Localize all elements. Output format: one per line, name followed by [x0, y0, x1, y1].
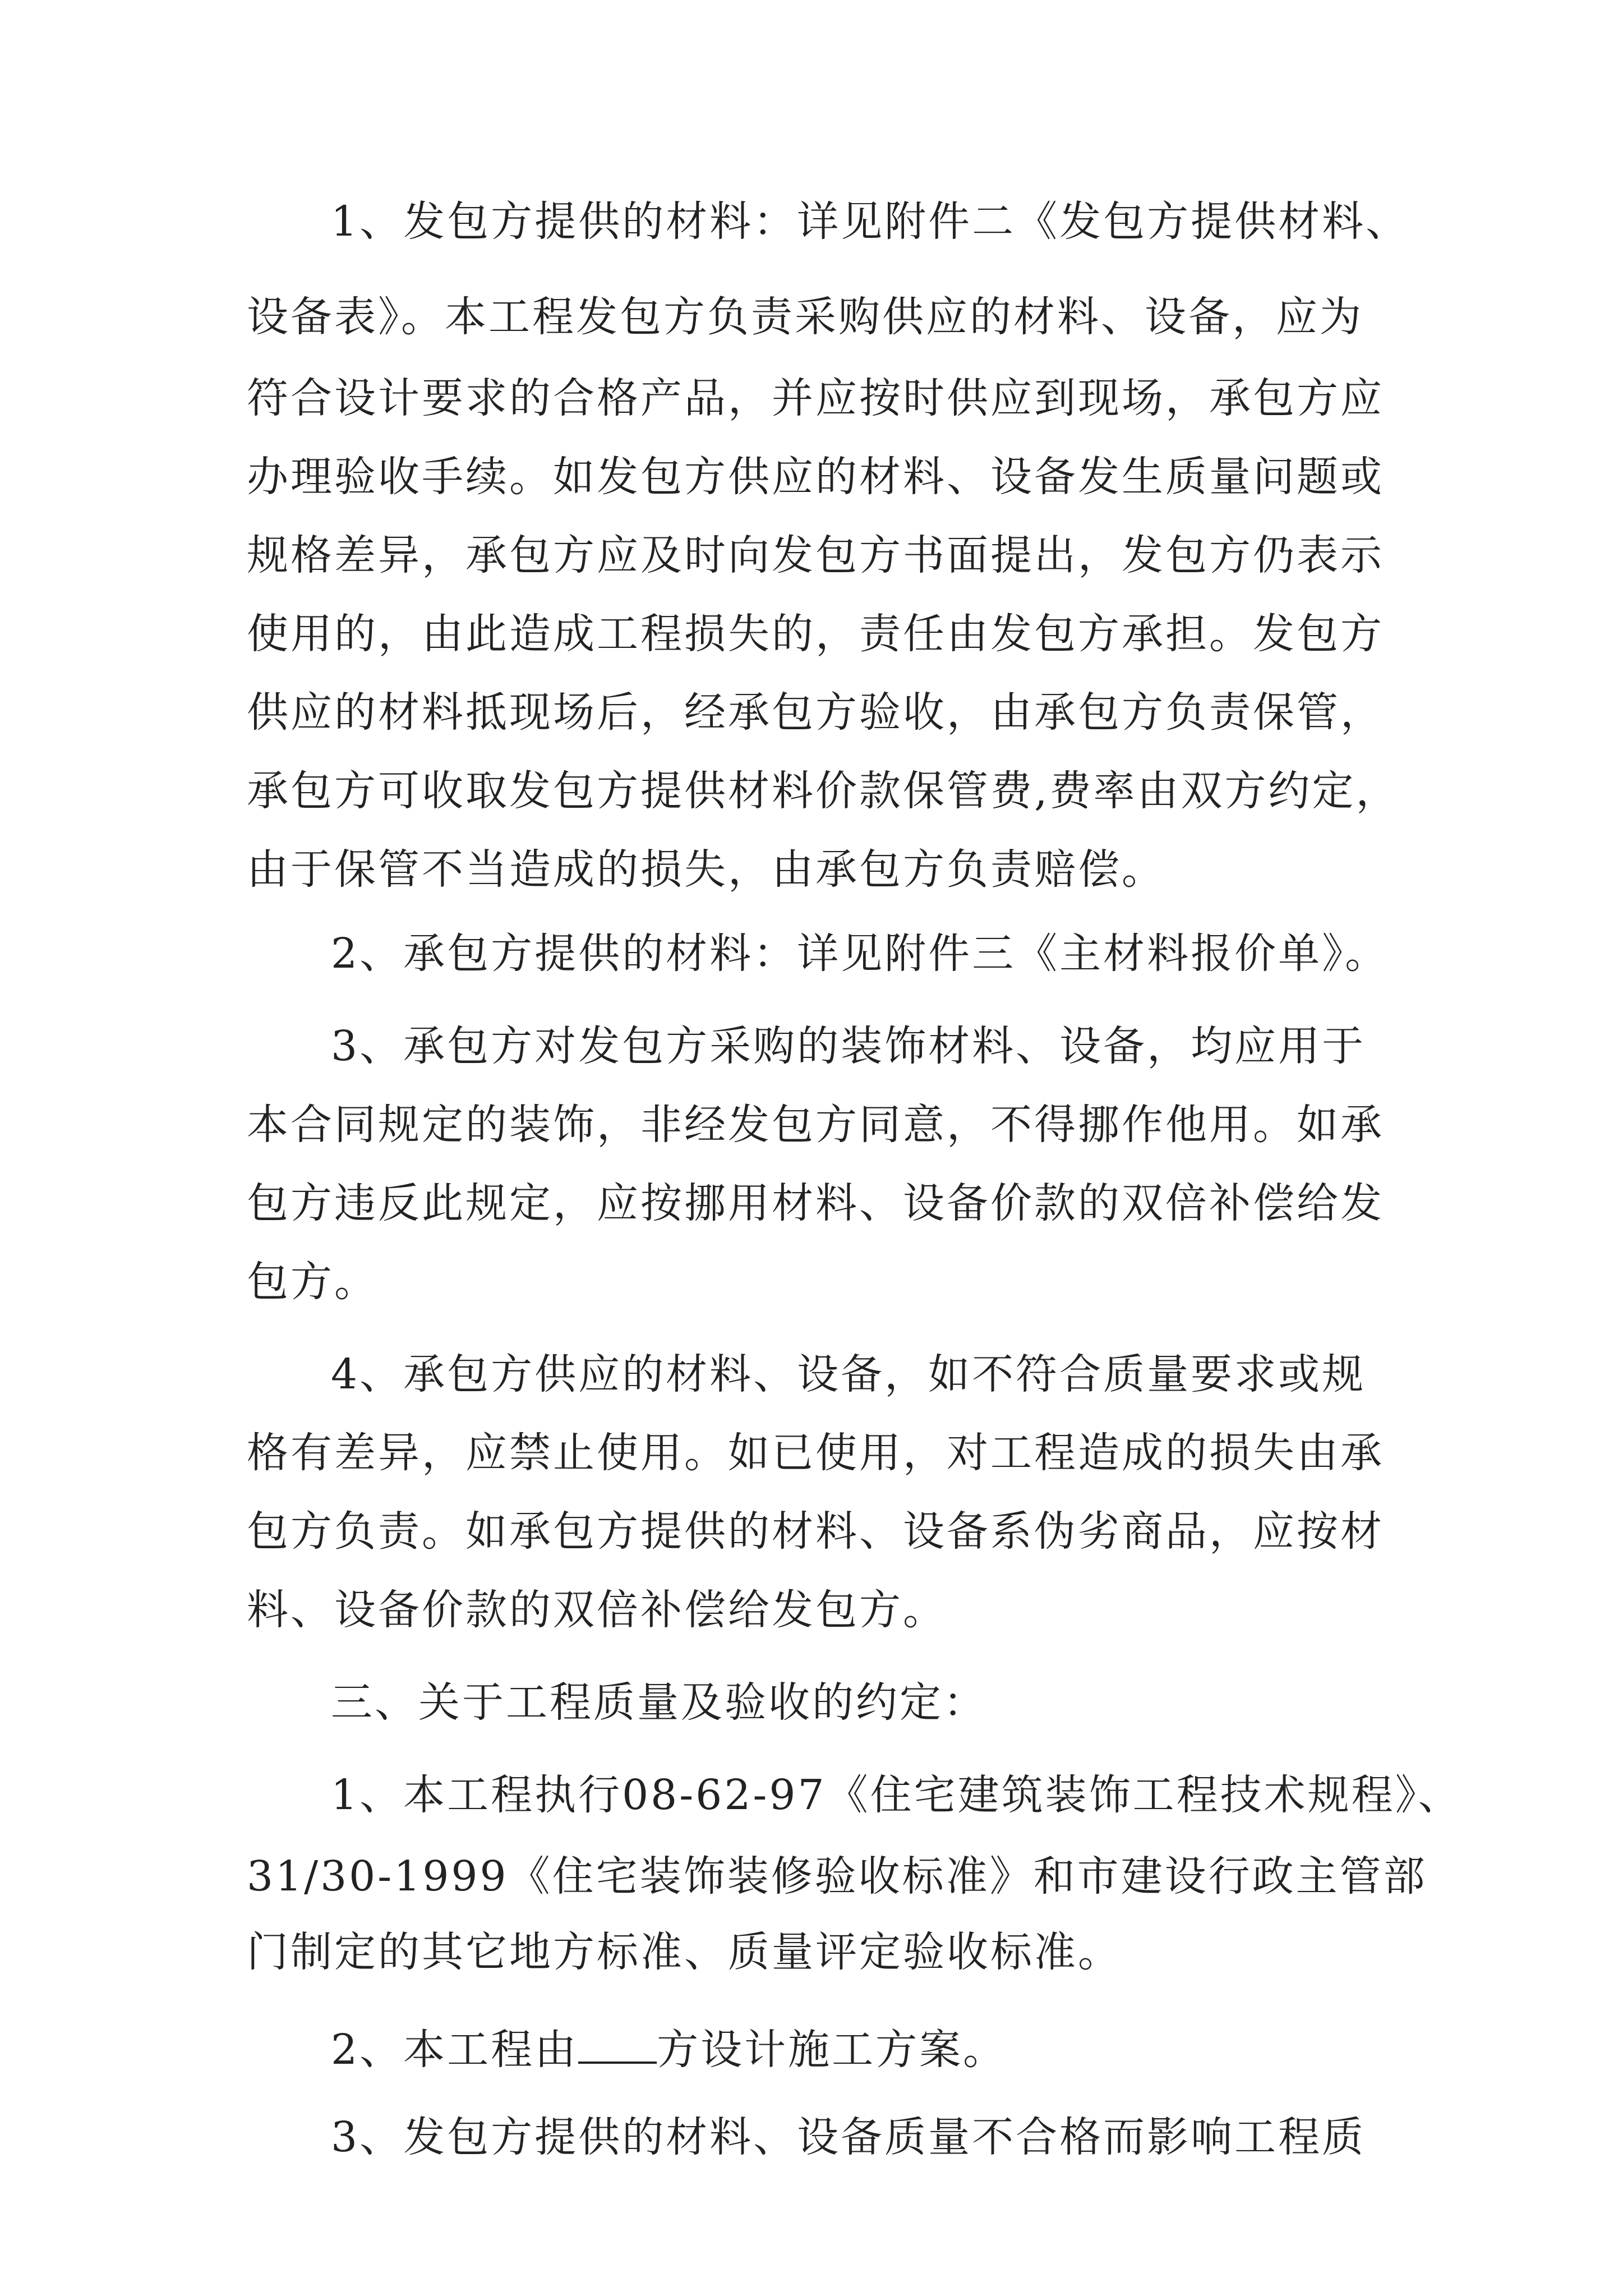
text-line: 31/30-1999《住宅装饰装修验收标准》和市建设行政主管部 [247, 1852, 1427, 1901]
text-line: 规格差异，承包方应及时向发包方书面提出，发包方仍表示 [247, 531, 1384, 579]
text-line: 料、设备价款的双倍补偿给发包方。 [247, 1586, 947, 1634]
text-line: 包方。 [247, 1258, 378, 1306]
text-line: 包方违反此规定，应按挪用材料、设备价款的双倍补偿给发 [247, 1179, 1384, 1227]
text-line: 4、承包方供应的材料、设备，如不符合质量要求或规 [331, 1350, 1366, 1398]
text-line: 由于保管不当造成的损失，由承包方负责赔偿。 [247, 845, 1165, 894]
text-line: 供应的材料抵现场后，经承包方验收，由承包方负责保管， [247, 688, 1384, 737]
text-line: 1、发包方提供的材料：详见附件二《发包方提供材料、 [331, 197, 1410, 246]
text-segment: 方设计施工方案。 [657, 2026, 1007, 2074]
text-line: 格有差异，应禁止使用。如已使用，对工程造成的损失由承 [247, 1429, 1384, 1477]
text-line: 3、承包方对发包方采购的装饰材料、设备，均应用于 [331, 1022, 1366, 1070]
text-line: 符合设计要求的合格产品，并应按时供应到现场，承包方应 [247, 374, 1384, 422]
text-line: 包方负责。如承包方提供的材料、设备系伪劣商品，应按材 [247, 1507, 1384, 1556]
fill-in-blank [578, 2017, 657, 2064]
text-line: 本合同规定的装饰，非经发包方同意，不得挪作他用。如承 [247, 1101, 1384, 1149]
text-line: 使用的，由此造成工程损失的，责任由发包方承担。发包方 [247, 610, 1384, 658]
text-line: 3、发包方提供的材料、设备质量不合格而影响工程质 [331, 2113, 1366, 2161]
text-line-with-blank [331, 2017, 1007, 2073]
text-line: 2、承包方提供的材料：详见附件三《主材料报价单》。 [331, 930, 1389, 978]
text-line: 门制定的其它地方标准、质量评定验收标准。 [247, 1928, 1122, 1976]
text-line: 1、本工程执行08-62-97《住宅建筑装饰工程技术规程》、 [331, 1771, 1462, 1819]
section-heading: 三、关于工程质量及验收的约定： [331, 1678, 987, 1727]
text-segment: 2、本工程由 [331, 2026, 579, 2074]
text-line: 承包方可收取发包方提供材料价款保管费,费率由双方约定， [247, 767, 1400, 815]
text-line: 设备表》。本工程发包方负责采购供应的材料、设备，应为 [247, 293, 1363, 341]
text-line: 办理验收手续。如发包方供应的材料、设备发生质量问题或 [247, 453, 1384, 501]
